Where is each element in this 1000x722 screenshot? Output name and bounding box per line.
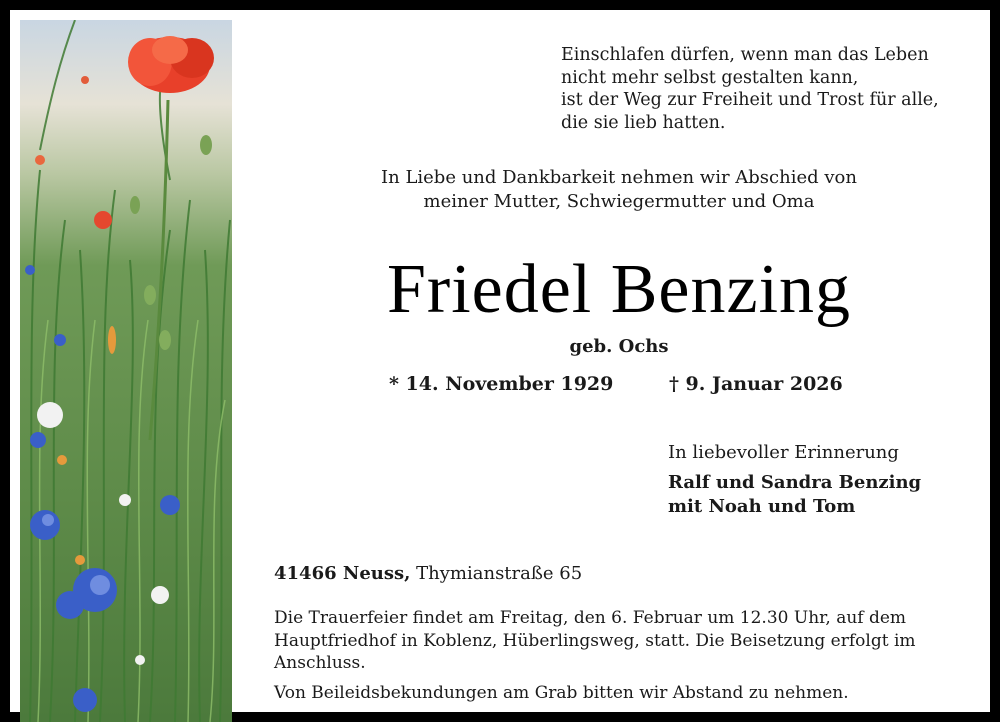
contact-address bbox=[274, 563, 582, 584]
ceremony-info bbox=[274, 607, 950, 675]
mourners-line: mit Noah und Tom bbox=[668, 496, 856, 517]
condolence-note: Von Beileidsbekundungen am Grab bitten wir Abstand zu nehmen. bbox=[274, 683, 849, 703]
address-city: 41466 Neuss, bbox=[274, 563, 411, 584]
ceremony-line: Anschluss. bbox=[274, 653, 366, 673]
farewell-intro bbox=[310, 166, 928, 214]
quote-line: ist der Weg zur Freiheit und Trost für alle, bbox=[561, 90, 939, 110]
maiden-name: geb. Ochs bbox=[569, 336, 669, 357]
memory-heading: In liebevoller Erinnerung bbox=[668, 442, 899, 463]
quote-line: nicht mehr selbst gestalten kann, bbox=[561, 67, 859, 88]
ceremony-line: Die Trauerfeier findet am Freitag, den 6. Februar um 12.30 Uhr, auf dem bbox=[274, 608, 907, 628]
deceased-name: Friedel Benzing bbox=[386, 251, 852, 328]
ceremony-line: Hauptfriedhof in Koblenz, Hüberlingsweg, statt. Die Beisetzung erfolgt im bbox=[274, 630, 916, 651]
mourners-list bbox=[668, 471, 921, 519]
quote-line: die sie lieb hatten. bbox=[561, 112, 726, 133]
epigraph-quote bbox=[561, 44, 939, 134]
death-date: † 9. Januar 2026 bbox=[669, 373, 843, 395]
birth-date: * 14. November 1929 bbox=[389, 373, 614, 395]
intro-line: meiner Mutter, Schwiegermutter und Oma bbox=[423, 191, 815, 212]
address-street: Thymianstraße 65 bbox=[416, 563, 583, 584]
intro-line: In Liebe und Dankbarkeit nehmen wir Abschied von bbox=[381, 167, 857, 188]
quote-line: Einschlafen dürfen, wenn man das Leben bbox=[561, 45, 929, 65]
wildflower-meadow-photo bbox=[20, 20, 232, 722]
mourners-line: Ralf und Sandra Benzing bbox=[668, 472, 922, 493]
